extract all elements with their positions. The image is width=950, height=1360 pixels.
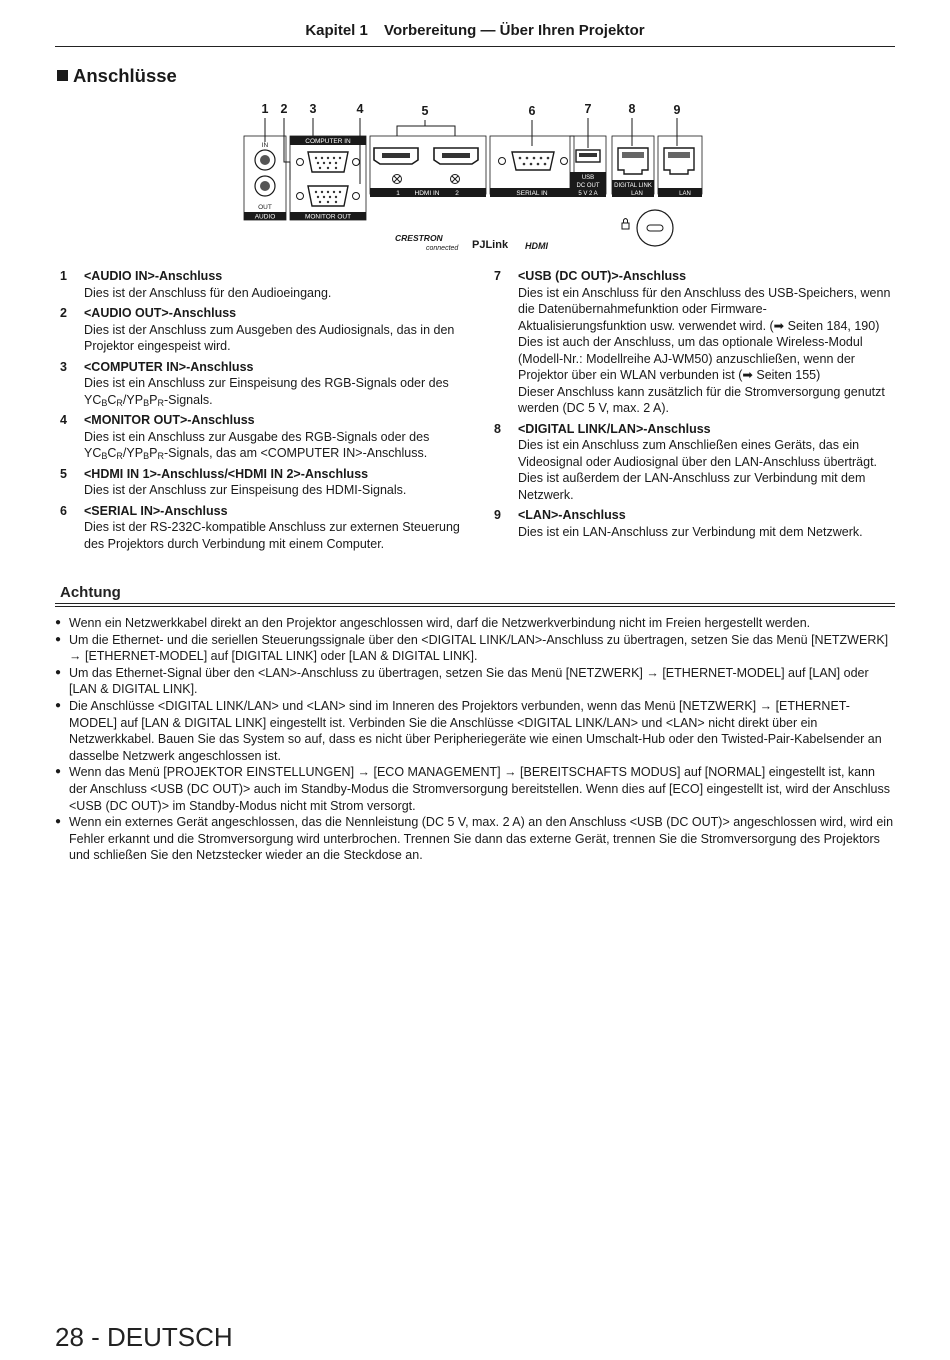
item-title: <COMPUTER IN>-Anschluss (84, 359, 254, 374)
connector-list-left (60, 268, 460, 556)
hdmi-ports (370, 136, 486, 197)
bullet-item: ● Wenn ein Netzwerkkabel direkt an den Projektor angeschlossen wird, darf die Netzwerkverbindung nicht im Freien hergestellt werden. (55, 616, 811, 630)
list-item (494, 421, 894, 504)
dc-out-label: DC OUT (576, 183, 600, 189)
page-header (55, 22, 895, 47)
item-text: Dies ist auch der Anschluss, um das optionale Wireless-Modul (Modell-Nr.: Modellreihe AJ-WM50) anzuschließen, wenn der Projektor über ein WLAN verbunden ist (➡ Seiten 155) (518, 335, 863, 382)
crestron-logo: CRESTRON (395, 233, 443, 243)
item-text: Dies ist ein Anschluss zur Einspeisung des RGB-Signals oder des $YC_BC_R/YP_BP_R$-Signals. (84, 376, 449, 408)
usb-label: USB (581, 175, 595, 181)
digital-link-label: DIGITAL LINK (614, 183, 652, 189)
bullet-item: ● Wenn ein externes Gerät angeschlossen, das die Nennleistung (DC 5 V, max. 2 A) an den Anschluss <USB (DC OUT)> angeschlossen wird, wird ein Fehler erkannt und die Stromversorgung wird unterbrochen. Trennen Sie dann das externe Gerät, trennen Sie die Stromversorgung des Projektors und schließen Sie den Netzstecker wieder an die Steckdose an. (55, 815, 894, 863)
chapter-title: Vorbereitung — Über Ihren Projektor (384, 22, 645, 39)
callout-2: 2 (280, 102, 288, 116)
item-number: 9 (494, 508, 501, 522)
hdmi-in-label: HDMI IN (414, 190, 440, 197)
achtung-bullets (55, 615, 895, 864)
leader-lines (265, 118, 677, 184)
item-text: Dies ist ein Anschluss zur Ausgabe des RGB-Signals oder des $YC_BC_R/YP_BP_R$-Signals, das am <COMPUTER IN>-Anschluss. (84, 429, 430, 461)
monitor-out-label: MONITOR OUT (304, 213, 352, 221)
callout-6: 6 (528, 104, 536, 118)
item-text: Dieser Anschluss kann zusätzlich für die Stromversorgung genutzt werden (DC 5 V, max. 2 A). (518, 384, 885, 415)
callout-3: 3 (309, 102, 317, 116)
hdmi2-label: 2 (455, 190, 459, 197)
hdmi-logo: HDMI (525, 241, 548, 251)
chapter-label: Kapitel 1 (305, 22, 368, 39)
list-item (60, 359, 460, 409)
audio-out-label: OUT (258, 204, 272, 211)
item-number: 5 (60, 466, 67, 481)
section-title-text: Anschlüsse (73, 65, 177, 86)
item-title: <DIGITAL LINK/LAN>-Anschluss (518, 421, 711, 436)
bullet-item: ● Die Anschlüsse <DIGITAL LINK/LAN> und <LAN> sind im Inneren des Projektors verbunden, wenn das Menü [NETZWERK] → [ETHERNET-MODEL] auf [LAN & DIGITAL LINK] eingestellt ist. Verbinden Sie die Anschlüsse <DIGITAL LINK/LAN> und <LAN> nicht direkt über ein Netzwerkkabel. Bauen Sie das System so auf, dass es nicht über Peripheriegeräte wie einen Umschalt-Hub oder den Twisted-Pair-Kabelsender an dasselbe Netzwerk angeschlossen ist. (55, 698, 882, 763)
callout-4: 4 (356, 102, 364, 116)
achtung-heading: Achtung (60, 584, 121, 601)
security-slot (622, 210, 673, 246)
callout-numbers (262, 102, 681, 118)
item-text: Dies ist der Anschluss zum Ausgeben des Audiosignals, das in den Projektor eingespeist wird. (84, 322, 455, 353)
item-text: Dies ist ein Anschluss für den Anschluss des USB-Speichers, wenn die Datenübernahmefunktion oder Firmware-Aktualisierungsfunktion usw. verwendet wird. (➡ Seiten 184, 190) (518, 285, 891, 333)
item-text: Dies ist der Anschluss für den Audioeingang. (84, 285, 332, 300)
callout-7: 7 (584, 102, 592, 116)
bullet-item: ● Wenn das Menü [PROJEKTOR EINSTELLUNGEN] → [ECO MANAGEMENT] → [BEREITSCHAFTS MODUS] auf [NORMAL] eingestellt ist, kann der Anschluss <USB (DC OUT)> auch im Standby-Modus die Stromversorgung bereitstellen. Wenn dies auf [ECO] eingestellt ist, wird der Anschluss <USB (DC OUT)> im Standby-Modus nicht mit Strom versorgt. (55, 765, 890, 813)
callout-1: 1 (261, 102, 269, 116)
bullet-icon: ● (55, 666, 62, 678)
item-title: <MONITOR OUT>-Anschluss (84, 413, 255, 427)
item-title: <SERIAL IN>-Anschluss (84, 503, 228, 518)
item-number: 3 (60, 359, 67, 374)
pjlink-logo: PJLink (472, 239, 509, 251)
dc-value-label: 5 V 2 A (578, 191, 598, 197)
bullet-item: ● Um die Ethernet- und die seriellen Steuerungssignale über den <DIGITAL LINK/LAN>-Anschluss zu übertragen, setzen Sie das Menü [NETZWERK] → [ETHERNET-MODEL] auf [DIGITAL LINK] oder [LAN & DIGITAL LINK]. (55, 632, 889, 664)
callout-8: 8 (628, 102, 636, 116)
item-number: 1 (60, 269, 67, 283)
divider (55, 603, 895, 604)
bullet-icon: ● (55, 766, 62, 778)
item-number: 4 (60, 413, 67, 427)
lan-ports (612, 136, 702, 197)
bullet-icon: ● (55, 699, 62, 711)
item-number: 8 (494, 421, 501, 436)
audio-in-label: IN (261, 142, 269, 149)
item-title: <HDMI IN 1>-Anschluss/<HDMI IN 2>-Anschluss (84, 466, 369, 481)
audio-label: AUDIO (254, 213, 276, 221)
list-item (60, 305, 460, 355)
item-number: 2 (60, 306, 67, 320)
bullet-icon: ● (55, 633, 62, 645)
bullet-item: ● Um das Ethernet-Signal über den <LAN>-Anschluss zu übertragen, setzen Sie das Menü [NETZWERK] → [ETHERNET-MODEL] auf [LAN] oder [LAN & DIGITAL LINK]. (55, 665, 869, 697)
logos (395, 233, 548, 252)
page-footer: 28 - DEUTSCH (55, 1322, 233, 1352)
item-text: Dies ist ein Anschluss zum Anschließen eines Geräts, das ein Videosignal oder Audiosignal über den LAN-Anschluss überträgt. Dies ist außerdem der LAN-Anschluss zur Verbindung mit dem Netzwerk. (518, 438, 878, 502)
list-item (60, 268, 460, 301)
lan1-label: LAN (631, 191, 643, 197)
item-title: <LAN>-Anschluss (518, 508, 626, 522)
section-title (57, 65, 177, 87)
hdmi1-label: 1 (396, 190, 400, 197)
item-title: <AUDIO IN>-Anschluss (84, 269, 223, 283)
list-item (494, 268, 894, 417)
list-item (60, 466, 460, 499)
computer-in-label: COMPUTER IN (305, 138, 351, 145)
list-item (494, 507, 894, 540)
item-title: <AUDIO OUT>-Anschluss (84, 306, 237, 320)
bullet-icon: ● (55, 617, 62, 628)
item-number: 7 (494, 269, 501, 283)
item-text: Dies ist der Anschluss zur Einspeisung des HDMI-Signals. (84, 483, 407, 497)
connector-list-right (494, 268, 894, 544)
callout-5: 5 (421, 104, 429, 118)
lan2-label: LAN (679, 191, 691, 197)
callout-9: 9 (673, 103, 681, 117)
serial-in-label: SERIAL IN (516, 190, 548, 197)
crestron-connected-label: connected (426, 245, 459, 252)
connector-panel-diagram (230, 98, 710, 260)
item-title: <USB (DC OUT)>-Anschluss (518, 269, 687, 283)
list-item (60, 503, 460, 553)
vga-ports (290, 136, 366, 221)
audio-jacks (244, 136, 286, 221)
list-item (60, 412, 460, 462)
item-text: Dies ist ein LAN-Anschluss zur Verbindung mit dem Netzwerk. (518, 524, 863, 539)
square-bullet-icon (57, 70, 68, 81)
divider (55, 606, 895, 607)
item-text: Dies ist der RS-232C-kompatible Anschluss zur externen Steuerung des Projektors durch Verbindung mit einem Computer. (84, 520, 460, 551)
item-number: 6 (60, 503, 67, 518)
bullet-icon: ● (55, 816, 62, 828)
